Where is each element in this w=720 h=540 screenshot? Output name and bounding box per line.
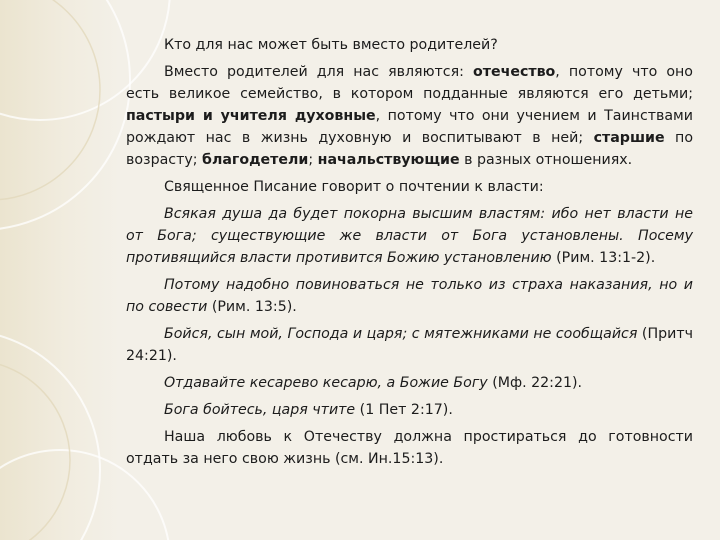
- quote-rom-13-5: [126, 274, 693, 318]
- quote-1pet-2-17: [126, 399, 693, 421]
- term-authorities: начальствующие: [317, 152, 460, 168]
- quote-text: Бога бойтесь, царя чтите: [164, 402, 356, 418]
- answer-text-2: , потому что оно есть великое семейство, в котором подданные являются его детьми;: [126, 64, 693, 102]
- answer-paragraph: [126, 61, 693, 171]
- question-heading: [126, 34, 693, 56]
- quote-text: Потому надобно повиноваться не только из страха наказания, но и по совести: [126, 277, 693, 315]
- quote-reference: (Рим. 13:1-2).: [551, 250, 656, 266]
- closing-text: Наша любовь к Отечеству должна простираться до готовности отдать за него свою жизнь (см. Ин.15:13).: [126, 429, 693, 467]
- answer-text-6: в разных отношениях.: [459, 152, 633, 168]
- slide-body: [126, 34, 693, 475]
- answer-text-3: , потому что они учением и Таинствами рождают нас в жизнь духовную и воспитывают в ней;: [126, 108, 693, 146]
- quote-reference: (Рим. 13:5).: [207, 299, 297, 315]
- quote-reference: (Притч 24:21).: [126, 326, 693, 364]
- scripture-intro: [126, 176, 693, 198]
- answer-text-5: ;: [308, 152, 318, 168]
- term-elders: старшие: [593, 130, 665, 146]
- term-benefactors: благодетели: [202, 152, 309, 168]
- question-text: Кто для нас может быть вместо родителей?: [164, 37, 498, 53]
- quote-text: Всякая душа да будет покорна высшим властям: ибо нет власти не от Бога; существующие же власти от Бога установлены. Посему противящийся власти противится Божию установлению: [126, 206, 693, 266]
- background-left-panel: [0, 0, 120, 540]
- quote-prov-24-21: [126, 323, 693, 367]
- quote-mt-22-21: [126, 372, 693, 394]
- term-pastors: пастыри и учителя духовные: [126, 108, 376, 124]
- quote-reference: (Мф. 22:21).: [487, 375, 583, 391]
- scripture-intro-text: Священное Писание говорит о почтении к власти:: [164, 179, 544, 195]
- term-fatherland: отечество: [472, 64, 556, 80]
- quote-text: Отдавайте кесарево кесарю, а Божие Богу: [164, 375, 488, 391]
- quote-text: Бойся, сын мой, Господа и царя; с мятежниками не сообщайся: [164, 326, 638, 342]
- closing-paragraph: [126, 426, 693, 470]
- answer-text-1: Вместо родителей для нас являются:: [164, 64, 473, 80]
- answer-text-4: по возрасту;: [126, 130, 693, 168]
- quote-reference: (1 Пет 2:17).: [355, 402, 453, 418]
- quote-rom-13-1: [126, 203, 693, 269]
